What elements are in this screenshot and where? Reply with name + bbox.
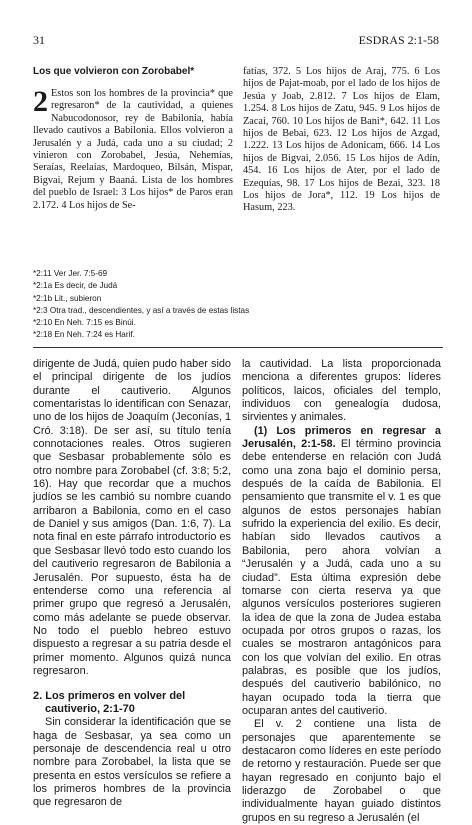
bible-left-body: Estos son los hombres de la provincia* que regresaron* de la cautividad, a quienes Nabucodonosor, rey de Babilonia, había llevado cautivos a Babilonia. Ellos volvieron a Jerusalén y a Judá, cada uno a su ciudad; 2 vinieron con Zorobabel, Jesúa, Nehemías, Seraías, Reelaías, Mardoqueo, Bilsán, Mispar, Bigvai, Rejum y Baaná. Lista de los hombres del pueblo de Israel: 3 Los hijos* de Paros eran 2.172. 4 Los hijos de Se- [33,88,233,211]
footnote: *2:11 Ver Jer. 7:5-69 [33,269,108,278]
footnote: *2:18 En Neh. 7:24 es Harif. [33,330,135,340]
bible-right-body: fatías, 372. 5 Los hijos de Araj, 775. 6 Los hijos de Pajat-moab, por el lado de los hijos de Jesúa y Joab, 2.812. 7 Los hijos de Elam, 1.254. 8 Los hijos de Zatu, 945. 9 Los hijos de Zacai, 760. 10 Los hijos de Bani*, 642. 11 Los hijos de Bebai, 623. 12 Los hijos de Azgad, 1.222. 13 Los hijos de Adonicam, 666. 14 Los hijos de Bigvai, 2.056. 15 Los hijos de Adín, 454. 16 Los hijos de Ater, por el lado de Ezequías, 98. 17 Los hijos de Bezai, 323. 18 Los hijos de Jora*, 112. 19 Los hijos de Hasum, 223. [243,66,440,214]
bible-text-right-column [243,66,440,215]
commentary-paragraph: Sin considerar la identificación que se haga de Sesbasar, ya sea como un personaje de descendencia real u otro nombre para Zorobabel, la lista que se presenta en estos versículos se refiere a los primeros hombres de la provincia que regresaron de [33,716,231,809]
footnote: *2:3 Otra trad., descendientes, y así a través de estas listas [33,305,250,315]
footnotes [33,268,443,342]
section-divider [33,347,443,348]
footnote: *2:10 En Neh. 7:15 es Binúi. [33,318,136,328]
bible-text-left-column [33,66,233,212]
commentary-paragraph: la cautividad. La lista proporcionada menciona a diferentes grupos: líderes políticos, laicos, oficiales del templo, individuos con genealogía dudosa, sirvientes y animales. [242,358,441,424]
inline-heading: (1) Los primeros en regresar a Jerusalén, 2:1-58. [242,424,441,451]
footnote: *2:1a Es decir, de Judá [33,281,118,291]
running-head: ESDRAS 2:1-58 [358,33,439,47]
commentary-paragraph: El v. 2 contiene una lista de personajes que aparentemente se destacaron como líderes en este período de retorno y restauración. Puede ser que hayan regresado en conjunto bajo el liderazgo de Zorobabel o que individualmente hayan guiado distintos grupos en su regreso a Jerusalén (el [242,718,441,824]
commentary-subheading: 2. Los primeros en volver del cautiverio, 2:1-70 [33,690,186,716]
commentary-paragraph: dirigente de Judá, quien pudo haber sido el principal dirigente de los judíos durante el cautiverio. Algunos comentaristas lo identifican con Senazar, uno de los hijos de Joaquím (Jeconías, 1 Cró. 3:18). De ser así, su título tenía connotaciones reales. Otros sugieren que Sesbasar probablemente sólo es otro nombre para Zorobabel (cf. 3:8; 5:2, 16). Hay que recordar que a muchos judíos se les cambió su nombre cuando arribaron a Babilonia, como en el caso de Daniel y sus amigos (Dan. 1:6, 7). La nota final en este párrafo introductorio es que Sesbasar llevó todo esto cuando los del cautiverio regresaron de Babilonia a Jerusalén. Por supuesto, ésta ha de entenderse como una referencia al primer grupo que regresó a Jerusalén, como más adelante se puede observar. No todo el pueblo hebreo estuvo dispuesto a regresar a su patria desde el primer momento. Algunos quizá nunca regresaron. [33,358,231,677]
commentary-paragraph: (1) Los primeros en regresar a Jerusalén, 2:1-58. El término provincia debe entenderse en relación con Judá como una zona bajo el dominio persa, después de la caída de Babilonia. El pensamiento que transmite el v. 1 es que algunos de estos personajes habían sufrido la experiencia del exilio. Es decir, habían sido llevados cautivos a Babilonia, pero ahora volvían a “Jerusalén y a Judá, cada uno a su ciudad”. Esta última expresión debe tomarse con cierta reserva ya que algunos versículos posteriores sugieren la idea de que la zona de Judea estaba ocupada por otros grupos o razas, los cuales se mostraron antagónicos para con los que volvían del exilio. En otras palabras, es posible que los judíos, después del cautiverio babilónico, no hayan ocupado toda la tierra que ocuparan antes del cautiverio. [242,424,441,717]
commentary-left-column [33,358,231,810]
page-number: 31 [33,33,45,47]
page-header [33,33,439,47]
commentary-right-column [242,358,441,825]
bible-paragraph-left [33,85,233,212]
footnote: *2:1b Lit., subieron [33,293,102,303]
section-title: Los que volvieron con Zorobabel* [33,66,195,77]
drop-cap: 2 [33,85,48,118]
